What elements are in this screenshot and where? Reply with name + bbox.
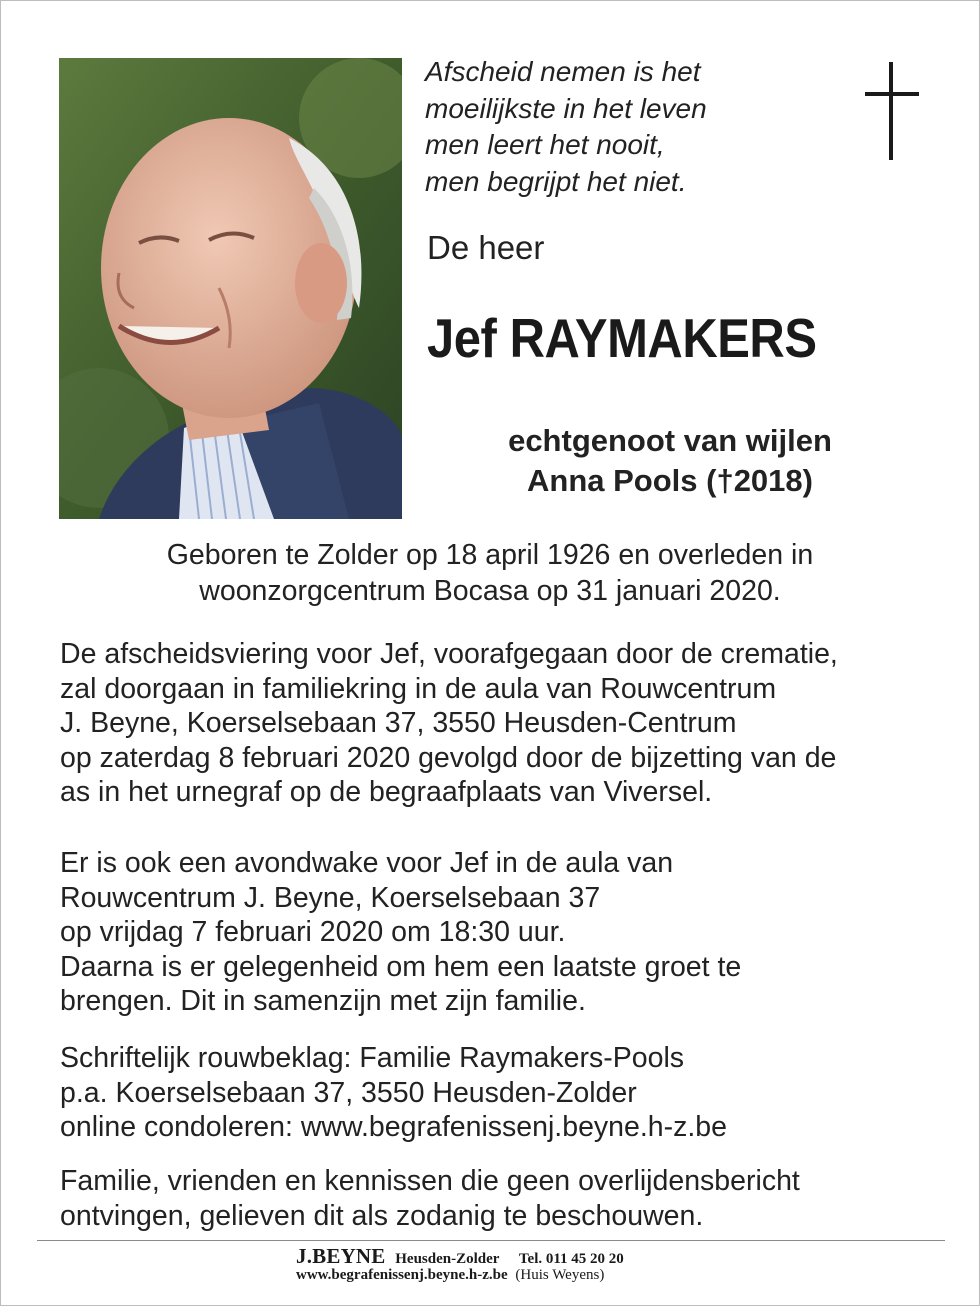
birth-line: Geboren te Zolder op 18 april 1926 en overleden in [166, 539, 814, 571]
poem-line: moeilijkste in het leven [425, 92, 707, 124]
poem-line: Afscheid nemen is het [425, 56, 701, 87]
portrait-photo [59, 58, 402, 519]
spouse-line: echtgenoot van wijlen [508, 423, 832, 458]
paragraph-line: online condoleren: www.begrafenissenj.beyne.h-z.be [60, 1111, 728, 1143]
poem-line: men leert het nooit, [425, 129, 665, 160]
birth-line: woonzorgcentrum Bocasa op 31 januari 2020. [199, 575, 781, 607]
funeral-home-website: www.begrafenissenj.beyne.h-z.be [296, 1267, 508, 1283]
funeral-home-footer [296, 1244, 716, 1284]
paragraph-line: ontvingen, gelieven dit als zodanig te beschouwen. [60, 1199, 704, 1232]
funeral-home-brand: J.BEYNE [296, 1244, 386, 1268]
notice-paragraph [60, 1164, 940, 1233]
honorific: De heer [427, 229, 545, 266]
deceased-name: Jef RAYMAKERS [427, 307, 817, 369]
ceremony-paragraph [60, 637, 940, 810]
paragraph-line: Er is ook een avondwake voor Jef in de aula van [60, 847, 674, 879]
footer-divider [37, 1240, 945, 1241]
poem-verse [425, 54, 845, 200]
funeral-home-phone: Tel. 011 45 20 20 [518, 1251, 624, 1267]
portrait-illustration [59, 58, 402, 519]
paragraph-line: De afscheidsviering voor Jef, voorafgegaan door de crematie, [60, 638, 838, 670]
paragraph-line: op zaterdag 8 februari 2020 gevolgd door de bijzetting van de [60, 741, 837, 774]
funeral-home-place: Heusden-Zolder [395, 1251, 500, 1267]
vigil-paragraph [60, 846, 940, 1019]
paragraph-line: p.a. Koerselsebaan 37, 3550 Heusden-Zolder [60, 1076, 637, 1109]
paragraph-line: Schriftelijk rouwbeklag: Familie Raymakers-Pools [60, 1042, 685, 1074]
paragraph-line: Daarna is er gelegenheid om hem een laatste groet te [60, 950, 742, 983]
spouse-line: Anna Pools (†2018) [527, 463, 813, 498]
paragraph-line: brengen. Dit in samenzijn met zijn familie. [60, 985, 586, 1017]
paragraph-line: op vrijdag 7 februari 2020 om 18:30 uur. [60, 916, 566, 948]
condolence-paragraph [60, 1041, 940, 1145]
birth-death-info [0, 537, 980, 609]
spouse-info [450, 421, 890, 501]
paragraph-line: Rouwcentrum J. Beyne, Koerselsebaan 37 [60, 881, 601, 914]
poem-line: men begrijpt het niet. [425, 165, 687, 197]
paragraph-line: J. Beyne, Koerselsebaan 37, 3550 Heusden-Centrum [60, 707, 737, 739]
latin-cross-icon [862, 62, 922, 160]
paragraph-line: zal doorgaan in familiekring in de aula van Rouwcentrum [60, 672, 777, 705]
funeral-home-note: (Huis Weyens) [515, 1267, 605, 1283]
paragraph-line: as in het urnegraf op de begraafplaats van Viversel. [60, 776, 713, 808]
paragraph-line: Familie, vrienden en kennissen die geen overlijdensbericht [60, 1165, 800, 1197]
